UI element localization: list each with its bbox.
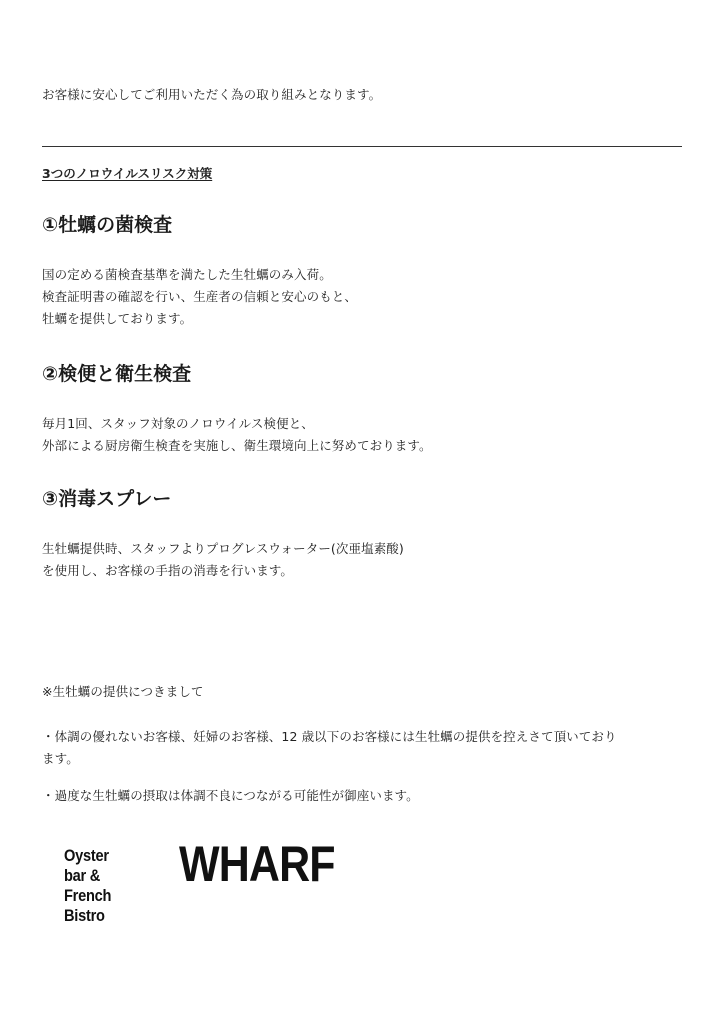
logo-line-2: French Bistro [64,886,112,925]
logo-brand: WHARF [179,836,335,892]
measure-heading-3: ③消毒スプレー [42,488,172,510]
measure-body-2 [42,413,432,457]
note-item-1-line-1: ・体調の優れないお客様、妊婦のお客様、12 歳以下のお客様には生牡蠣の提供を控えさて頂いており [42,729,617,744]
measure-3-line-1: 生牡蠣提供時、スタッフよりプログレスウォーター(次亜塩素酸) [42,541,404,556]
note-item-1-line-2: ます。 [42,751,79,766]
section-title: 3つのノロウイルスリスク対策 [42,166,213,181]
measure-2-line-1: 毎月1回、スタッフ対象のノロウイルス検便と、 [42,416,314,431]
logo-line-1: Oyster bar & [64,846,109,885]
measure-1-line-2: 検査証明書の確認を行い、生産者の信頼と安心のもと、 [42,289,358,304]
measure-3-line-2: を使用し、お客様の手指の消毒を行います。 [42,563,294,578]
notes-title: ※生牡蠣の提供につきまして [42,684,204,699]
measure-body-3 [42,538,404,582]
intro-text: お客様に安心してご利用いただく為の取り組みとなります。 [42,87,382,102]
divider [42,146,682,147]
measure-2-line-2: 外部による厨房衛生検査を実施し、衛生環境向上に努めております。 [42,438,432,453]
note-item-2: ・過度な生牡蠣の摂取は体調不良につながる可能性が御座います。 [42,788,419,803]
measure-heading-2: ②検便と衛生検査 [42,363,192,385]
measure-1-line-1: 国の定める菌検査基準を満たした生牡蠣のみ入荷。 [42,267,332,282]
measure-heading-1: ①牡蠣の菌検査 [42,214,173,236]
measure-1-line-3: 牡蠣を提供しております。 [42,311,193,326]
measure-body-1 [42,264,357,330]
logo-subtitle [64,846,111,926]
note-item-1 [42,726,617,770]
